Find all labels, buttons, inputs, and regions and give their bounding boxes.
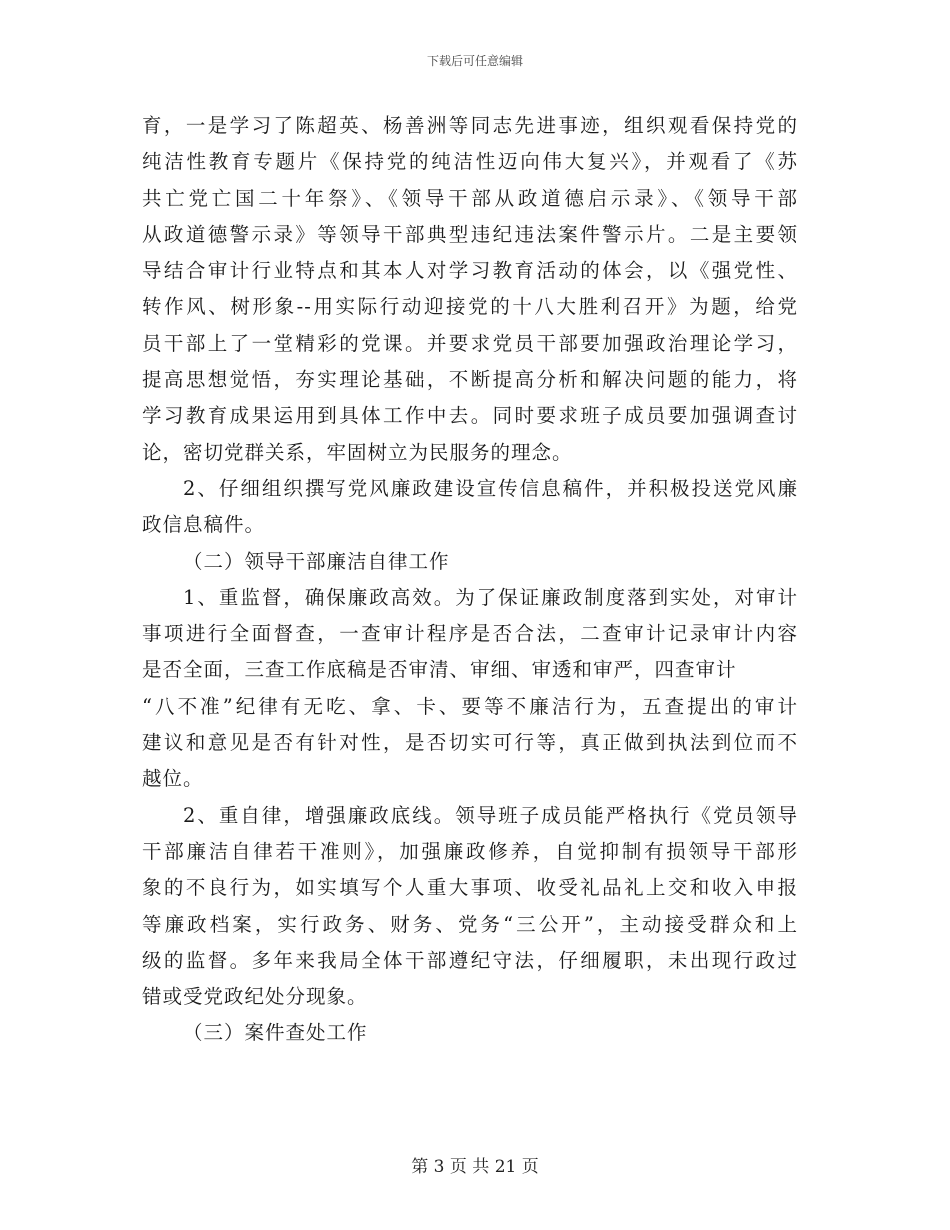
page-footer: 第 3 页 共 21 页 [411, 1157, 539, 1177]
document-body [142, 108, 798, 1052]
text-line: 越位。 [142, 767, 204, 791]
text-line: 论，密切党群关系，牢固树立为民服务的理念。 [142, 440, 573, 464]
text-line: 干部廉洁自律若干准则》，加强廉政修养，自觉抑制有损领导干部形 [142, 839, 798, 863]
text-line: 转作风、树形象--用实际行动迎接党的十八大胜利召开》为题，给党 [142, 295, 798, 319]
text-line: 错或受党政纪处分现象。 [142, 985, 368, 1009]
text-line: 事项进行全面督查，一查审计程序是否合法，二查审计记录审计内容 [142, 622, 798, 646]
text-line: 等廉政档案，实行政务、财务、党务“三公开”，主动接受群众和上 [142, 912, 798, 936]
text-line: 员干部上了一堂精彩的党课。并要求党员干部要加强政治理论学习， [142, 331, 798, 355]
text-line: 从政道德警示录》等领导干部典型违纪违法案件警示片。二是主要领 [142, 222, 798, 246]
text-line: 级的监督。多年来我局全体干部遵纪守法，仔细履职，未出现行政过 [142, 948, 798, 972]
text-line: 象的不良行为，如实填写个人重大事项、收受礼品礼上交和收入申报 [142, 876, 798, 900]
text-line: 2、重自律，增强廉政底线。领导班子成员能严格执行《党员领导 [183, 803, 798, 827]
text-line: 建议和意见是否有针对性，是否切实可行等，真正做到执法到位而不 [142, 731, 798, 755]
text-line: 是否全面，三查工作底稿是否审清、审细、审透和审严，四查审计 [142, 658, 737, 682]
text-line: 政信息稿件。 [142, 513, 266, 537]
text-line: 育，一是学习了陈超英、杨善洲等同志先进事迹，组织观看保持党的 [142, 114, 798, 137]
text-line: （三）案件查处工作 [183, 1021, 368, 1045]
text-line: “八不准”纪律有无吃、拿、卡、要等不廉洁行为，五查提出的审计 [142, 694, 798, 718]
text-line: 学习教育成果运用到具体工作中去。同时要求班子成员要加强调查讨 [142, 404, 798, 428]
text-line: 导结合审计行业特点和其本人对学习教育活动的体会，以《强党性、 [142, 259, 798, 283]
text-line: 2、仔细组织撰写党风廉政建设宣传信息稿件，并积极投送党风廉 [183, 476, 798, 500]
text-line: 共亡党亡国二十年祭》、《领导干部从政道德启示录》、《领导干部 [142, 186, 798, 210]
text-line: 1、重监督，确保廉政高效。为了保证廉政制度落到实处，对审计 [183, 585, 798, 609]
text-line: （二）领导干部廉洁自律工作 [183, 549, 450, 573]
text-line: 提高思想觉悟，夯实理论基础，不断提高分析和解决问题的能力，将 [142, 368, 798, 392]
text-line: 纯洁性教育专题片《保持党的纯洁性迈向伟大复兴》，并观看了《苏 [142, 150, 798, 174]
header-note: 下载后可任意编辑 [426, 54, 523, 68]
